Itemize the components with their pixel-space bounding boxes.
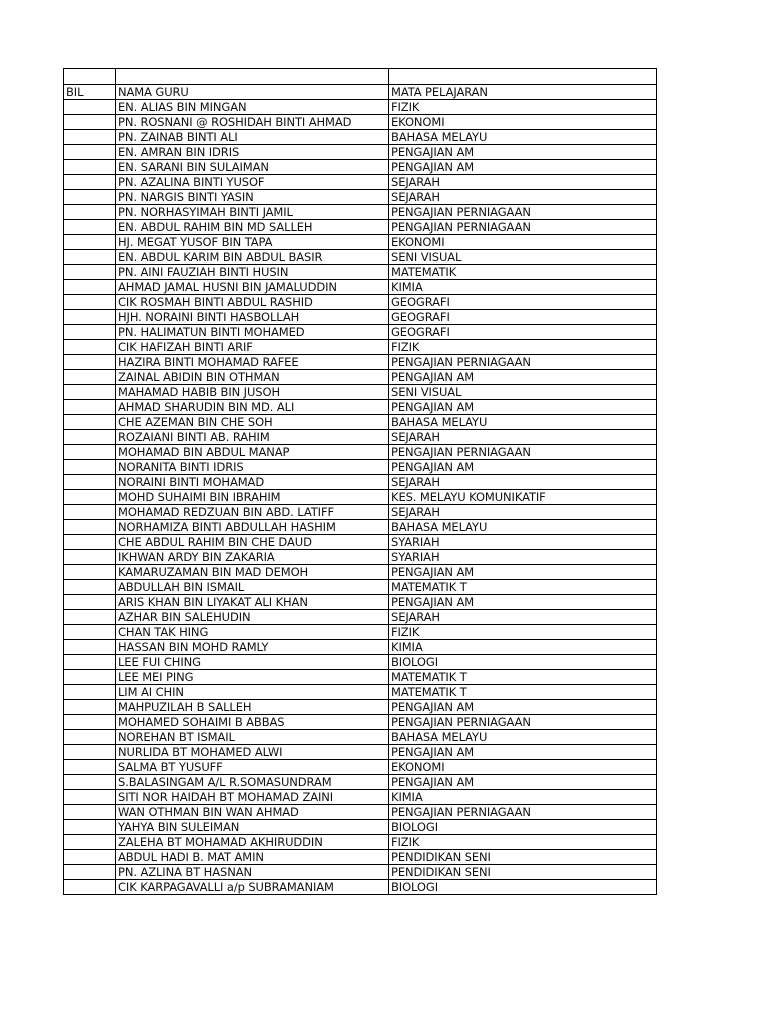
- bil-cell: [64, 265, 116, 280]
- bil-cell: [64, 805, 116, 820]
- teacher-name-cell: KAMARUZAMAN BIN MAD DEMOH: [116, 565, 389, 580]
- subject-cell: SYARIAH: [389, 535, 657, 550]
- table-row: [64, 505, 657, 520]
- table-row: [64, 415, 657, 430]
- table-row: [64, 100, 657, 115]
- teacher-name-cell: IKHWAN ARDY BIN ZAKARIA: [116, 550, 389, 565]
- teacher-name-cell: CIK ROSMAH BINTI ABDUL RASHID: [116, 295, 389, 310]
- bil-cell: [64, 325, 116, 340]
- table-row: [64, 835, 657, 850]
- teacher-name-cell: PN. NORHASYIMAH BINTI JAMIL: [116, 205, 389, 220]
- table-row: [64, 205, 657, 220]
- table-row: [64, 715, 657, 730]
- bil-cell: [64, 385, 116, 400]
- table-row: [64, 265, 657, 280]
- subject-cell: PENDIDIKAN SENI: [389, 865, 657, 880]
- subject-cell: SEJARAH: [389, 190, 657, 205]
- table-row: [64, 475, 657, 490]
- blank-cell: [116, 69, 389, 85]
- bil-cell: [64, 745, 116, 760]
- bil-cell: [64, 595, 116, 610]
- table-row: [64, 820, 657, 835]
- table-row: [64, 595, 657, 610]
- teacher-name-cell: SALMA BT YUSUFF: [116, 760, 389, 775]
- teacher-name-cell: ROZAIANI BINTI AB. RAHIM: [116, 430, 389, 445]
- bil-cell: [64, 850, 116, 865]
- table-row: [64, 535, 657, 550]
- teacher-name-cell: EN. AMRAN BIN IDRIS: [116, 145, 389, 160]
- table-row: [64, 655, 657, 670]
- subject-cell: BAHASA MELAYU: [389, 415, 657, 430]
- bil-cell: [64, 700, 116, 715]
- teacher-name-cell: AHMAD SHARUDIN BIN MD. ALI: [116, 400, 389, 415]
- teacher-table: [63, 68, 657, 895]
- table-row: [64, 250, 657, 265]
- bil-cell: [64, 205, 116, 220]
- subject-cell: SEJARAH: [389, 610, 657, 625]
- teacher-name-cell: PN. NARGIS BINTI YASIN: [116, 190, 389, 205]
- subject-cell: MATEMATIK T: [389, 670, 657, 685]
- bil-cell: [64, 115, 116, 130]
- teacher-name-cell: ARIS KHAN BIN LIYAKAT ALI KHAN: [116, 595, 389, 610]
- table-row: [64, 460, 657, 475]
- teacher-name-cell: MOHD SUHAIMI BIN IBRAHIM: [116, 490, 389, 505]
- table-row: [64, 175, 657, 190]
- subject-cell: FIZIK: [389, 100, 657, 115]
- table-row: [64, 130, 657, 145]
- teacher-name-cell: ZALEHA BT MOHAMAD AKHIRUDDIN: [116, 835, 389, 850]
- subject-cell: BIOLOGI: [389, 880, 657, 895]
- table-row: [64, 445, 657, 460]
- bil-cell: [64, 520, 116, 535]
- subject-cell: PENGAJIAN AM: [389, 595, 657, 610]
- bil-cell: [64, 640, 116, 655]
- subject-cell: PENGAJIAN PERNIAGAAN: [389, 220, 657, 235]
- teacher-name-cell: HAZIRA BINTI MOHAMAD RAFEE: [116, 355, 389, 370]
- subject-cell: PENGAJIAN AM: [389, 460, 657, 475]
- teacher-name-cell: HJH. NORAINI BINTI HASBOLLAH: [116, 310, 389, 325]
- teacher-name-cell: MOHAMAD REDZUAN BIN ABD. LATIFF: [116, 505, 389, 520]
- subject-cell: SENI VISUAL: [389, 385, 657, 400]
- teacher-name-cell: CHE AZEMAN BIN CHE SOH: [116, 415, 389, 430]
- subject-cell: FIZIK: [389, 340, 657, 355]
- subject-cell: BAHASA MELAYU: [389, 520, 657, 535]
- teacher-name-cell: MOHAMED SOHAIMI B ABBAS: [116, 715, 389, 730]
- blank-row: [64, 69, 657, 85]
- teacher-name-cell: HJ. MEGAT YUSOF BIN TAPA: [116, 235, 389, 250]
- table-row: [64, 370, 657, 385]
- bil-cell: [64, 505, 116, 520]
- subject-cell: GEOGRAFI: [389, 295, 657, 310]
- table-row: [64, 625, 657, 640]
- teacher-name-cell: ZAINAL ABIDIN BIN OTHMAN: [116, 370, 389, 385]
- bil-cell: [64, 445, 116, 460]
- teacher-name-cell: LIM AI CHIN: [116, 685, 389, 700]
- teacher-name-cell: S.BALASINGAM A/L R.SOMASUNDRAM: [116, 775, 389, 790]
- teacher-name-cell: MOHAMAD BIN ABDUL MANAP: [116, 445, 389, 460]
- subject-cell: MATEMATIK: [389, 265, 657, 280]
- bil-cell: [64, 820, 116, 835]
- bil-cell: [64, 610, 116, 625]
- teacher-name-cell: CIK KARPAGAVALLI a/p SUBRAMANIAM: [116, 880, 389, 895]
- subject-cell: KIMIA: [389, 640, 657, 655]
- teacher-name-cell: LEE FUI CHING: [116, 655, 389, 670]
- subject-cell: PENGAJIAN PERNIAGAAN: [389, 355, 657, 370]
- subject-cell: GEOGRAFI: [389, 325, 657, 340]
- subject-cell: MATEMATIK T: [389, 685, 657, 700]
- bil-cell: [64, 475, 116, 490]
- teacher-name-cell: EN. ABDUL RAHIM BIN MD SALLEH: [116, 220, 389, 235]
- bil-cell: [64, 760, 116, 775]
- teacher-name-cell: PN. ZAINAB BINTI ALI: [116, 130, 389, 145]
- bil-cell: [64, 130, 116, 145]
- bil-cell: [64, 175, 116, 190]
- teacher-table-body: [64, 69, 657, 895]
- subject-cell: PENGAJIAN AM: [389, 160, 657, 175]
- bil-cell: [64, 730, 116, 745]
- teacher-name-cell: ABDUL HADI B. MAT AMIN: [116, 850, 389, 865]
- teacher-name-cell: EN. ALIAS BIN MINGAN: [116, 100, 389, 115]
- table-row: [64, 685, 657, 700]
- teacher-name-cell: CIK HAFIZAH BINTI ARIF: [116, 340, 389, 355]
- teacher-name-cell: PN. AINI FAUZIAH BINTI HUSIN: [116, 265, 389, 280]
- bil-cell: [64, 340, 116, 355]
- bil-cell: [64, 550, 116, 565]
- teacher-name-cell: PN. HALIMATUN BINTI MOHAMED: [116, 325, 389, 340]
- bil-cell: [64, 190, 116, 205]
- teacher-name-cell: WAN OTHMAN BIN WAN AHMAD: [116, 805, 389, 820]
- table-row: [64, 430, 657, 445]
- subject-cell: EKONOMI: [389, 760, 657, 775]
- subject-cell: EKONOMI: [389, 115, 657, 130]
- subject-cell: FIZIK: [389, 625, 657, 640]
- bil-cell: [64, 880, 116, 895]
- table-row: [64, 730, 657, 745]
- subject-cell: PENGAJIAN PERNIAGAAN: [389, 715, 657, 730]
- table-row: [64, 235, 657, 250]
- table-row: [64, 355, 657, 370]
- table-row: [64, 640, 657, 655]
- teacher-name-cell: SITI NOR HAIDAH BT MOHAMAD ZAINI: [116, 790, 389, 805]
- bil-cell: [64, 685, 116, 700]
- subject-cell: PENGAJIAN AM: [389, 565, 657, 580]
- table-row: [64, 145, 657, 160]
- teacher-name-cell: PN. ROSNANI @ ROSHIDAH BINTI AHMAD: [116, 115, 389, 130]
- table-row: [64, 670, 657, 685]
- bil-cell: [64, 310, 116, 325]
- table-row: [64, 775, 657, 790]
- bil-cell: [64, 280, 116, 295]
- subject-cell: PENGAJIAN AM: [389, 370, 657, 385]
- table-row: [64, 580, 657, 595]
- header-row: [64, 85, 657, 100]
- subject-cell: EKONOMI: [389, 235, 657, 250]
- table-row: [64, 745, 657, 760]
- teacher-name-cell: NOREHAN BT ISMAIL: [116, 730, 389, 745]
- subject-cell: SEJARAH: [389, 505, 657, 520]
- subject-cell: PENDIDIKAN SENI: [389, 850, 657, 865]
- subject-cell: PENGAJIAN AM: [389, 400, 657, 415]
- bil-cell: [64, 250, 116, 265]
- teacher-name-cell: NORANITA BINTI IDRIS: [116, 460, 389, 475]
- subject-cell: SYARIAH: [389, 550, 657, 565]
- blank-cell: [389, 69, 657, 85]
- subject-cell: PENGAJIAN PERNIAGAAN: [389, 445, 657, 460]
- teacher-name-cell: NORHAMIZA BINTI ABDULLAH HASHIM: [116, 520, 389, 535]
- bil-cell: [64, 835, 116, 850]
- teacher-name-cell: EN. SARANI BIN SULAIMAN: [116, 160, 389, 175]
- teacher-name-cell: EN. ABDUL KARIM BIN ABDUL BASIR: [116, 250, 389, 265]
- subject-cell: BAHASA MELAYU: [389, 130, 657, 145]
- subject-cell: SEJARAH: [389, 175, 657, 190]
- table-row: [64, 220, 657, 235]
- bil-cell: [64, 490, 116, 505]
- table-row: [64, 115, 657, 130]
- teacher-name-cell: NURLIDA BT MOHAMED ALWI: [116, 745, 389, 760]
- teacher-name-cell: HASSAN BIN MOHD RAMLY: [116, 640, 389, 655]
- subject-cell: GEOGRAFI: [389, 310, 657, 325]
- teacher-name-cell: AHMAD JAMAL HUSNI BIN JAMALUDDIN: [116, 280, 389, 295]
- bil-cell: [64, 400, 116, 415]
- table-row: [64, 550, 657, 565]
- bil-cell: [64, 415, 116, 430]
- table-row: [64, 340, 657, 355]
- subject-cell: KIMIA: [389, 790, 657, 805]
- bil-cell: [64, 625, 116, 640]
- teacher-name-cell: ABDULLAH BIN ISMAIL: [116, 580, 389, 595]
- subject-cell: PENGAJIAN PERNIAGAAN: [389, 205, 657, 220]
- table-row: [64, 385, 657, 400]
- bil-cell: [64, 775, 116, 790]
- bil-cell: [64, 460, 116, 475]
- teacher-name-cell: NORAINI BINTI MOHAMAD: [116, 475, 389, 490]
- table-row: [64, 760, 657, 775]
- subject-cell: BIOLOGI: [389, 820, 657, 835]
- teacher-name-cell: PN. AZALINA BINTI YUSOF: [116, 175, 389, 190]
- subject-cell: PENGAJIAN AM: [389, 145, 657, 160]
- bil-cell: [64, 790, 116, 805]
- teacher-name-cell: CHE ABDUL RAHIM BIN CHE DAUD: [116, 535, 389, 550]
- table-row: [64, 850, 657, 865]
- subject-cell: PENGAJIAN PERNIAGAAN: [389, 805, 657, 820]
- subject-cell: BAHASA MELAYU: [389, 730, 657, 745]
- subject-cell: MATEMATIK T: [389, 580, 657, 595]
- bil-cell: [64, 235, 116, 250]
- table-row: [64, 880, 657, 895]
- table-row: [64, 400, 657, 415]
- bil-cell: [64, 220, 116, 235]
- bil-cell: [64, 655, 116, 670]
- teacher-name-cell: YAHYA BIN SULEIMAN: [116, 820, 389, 835]
- subject-cell: SEJARAH: [389, 475, 657, 490]
- table-row: [64, 565, 657, 580]
- table-row: [64, 700, 657, 715]
- table-row: [64, 520, 657, 535]
- table-row: [64, 280, 657, 295]
- subject-cell: SEJARAH: [389, 430, 657, 445]
- header-bil: BIL: [64, 85, 116, 100]
- bil-cell: [64, 295, 116, 310]
- bil-cell: [64, 145, 116, 160]
- teacher-name-cell: MAHPUZILAH B SALLEH: [116, 700, 389, 715]
- header-nama-guru: NAMA GURU: [116, 85, 389, 100]
- table-row: [64, 310, 657, 325]
- subject-cell: PENGAJIAN AM: [389, 775, 657, 790]
- bil-cell: [64, 430, 116, 445]
- table-row: [64, 325, 657, 340]
- bil-cell: [64, 565, 116, 580]
- table-row: [64, 805, 657, 820]
- subject-cell: BIOLOGI: [389, 655, 657, 670]
- header-mata-pelajaran: MATA PELAJARAN: [389, 85, 657, 100]
- table-row: [64, 790, 657, 805]
- bil-cell: [64, 580, 116, 595]
- teacher-name-cell: MAHAMAD HABIB BIN JUSOH: [116, 385, 389, 400]
- table-row: [64, 865, 657, 880]
- subject-cell: KES. MELAYU KOMUNIKATIF: [389, 490, 657, 505]
- table-row: [64, 190, 657, 205]
- bil-cell: [64, 100, 116, 115]
- table-row: [64, 490, 657, 505]
- bil-cell: [64, 670, 116, 685]
- subject-cell: KIMIA: [389, 280, 657, 295]
- table-row: [64, 610, 657, 625]
- bil-cell: [64, 370, 116, 385]
- teacher-name-cell: CHAN TAK HING: [116, 625, 389, 640]
- blank-cell: [64, 69, 116, 85]
- bil-cell: [64, 535, 116, 550]
- bil-cell: [64, 715, 116, 730]
- bil-cell: [64, 355, 116, 370]
- bil-cell: [64, 160, 116, 175]
- bil-cell: [64, 865, 116, 880]
- teacher-name-cell: LEE MEI PING: [116, 670, 389, 685]
- subject-cell: SENI VISUAL: [389, 250, 657, 265]
- subject-cell: FIZIK: [389, 835, 657, 850]
- table-row: [64, 160, 657, 175]
- subject-cell: PENGAJIAN AM: [389, 745, 657, 760]
- teacher-name-cell: AZHAR BIN SALEHUDIN: [116, 610, 389, 625]
- teacher-name-cell: PN. AZLINA BT HASNAN: [116, 865, 389, 880]
- subject-cell: PENGAJIAN AM: [389, 700, 657, 715]
- table-row: [64, 295, 657, 310]
